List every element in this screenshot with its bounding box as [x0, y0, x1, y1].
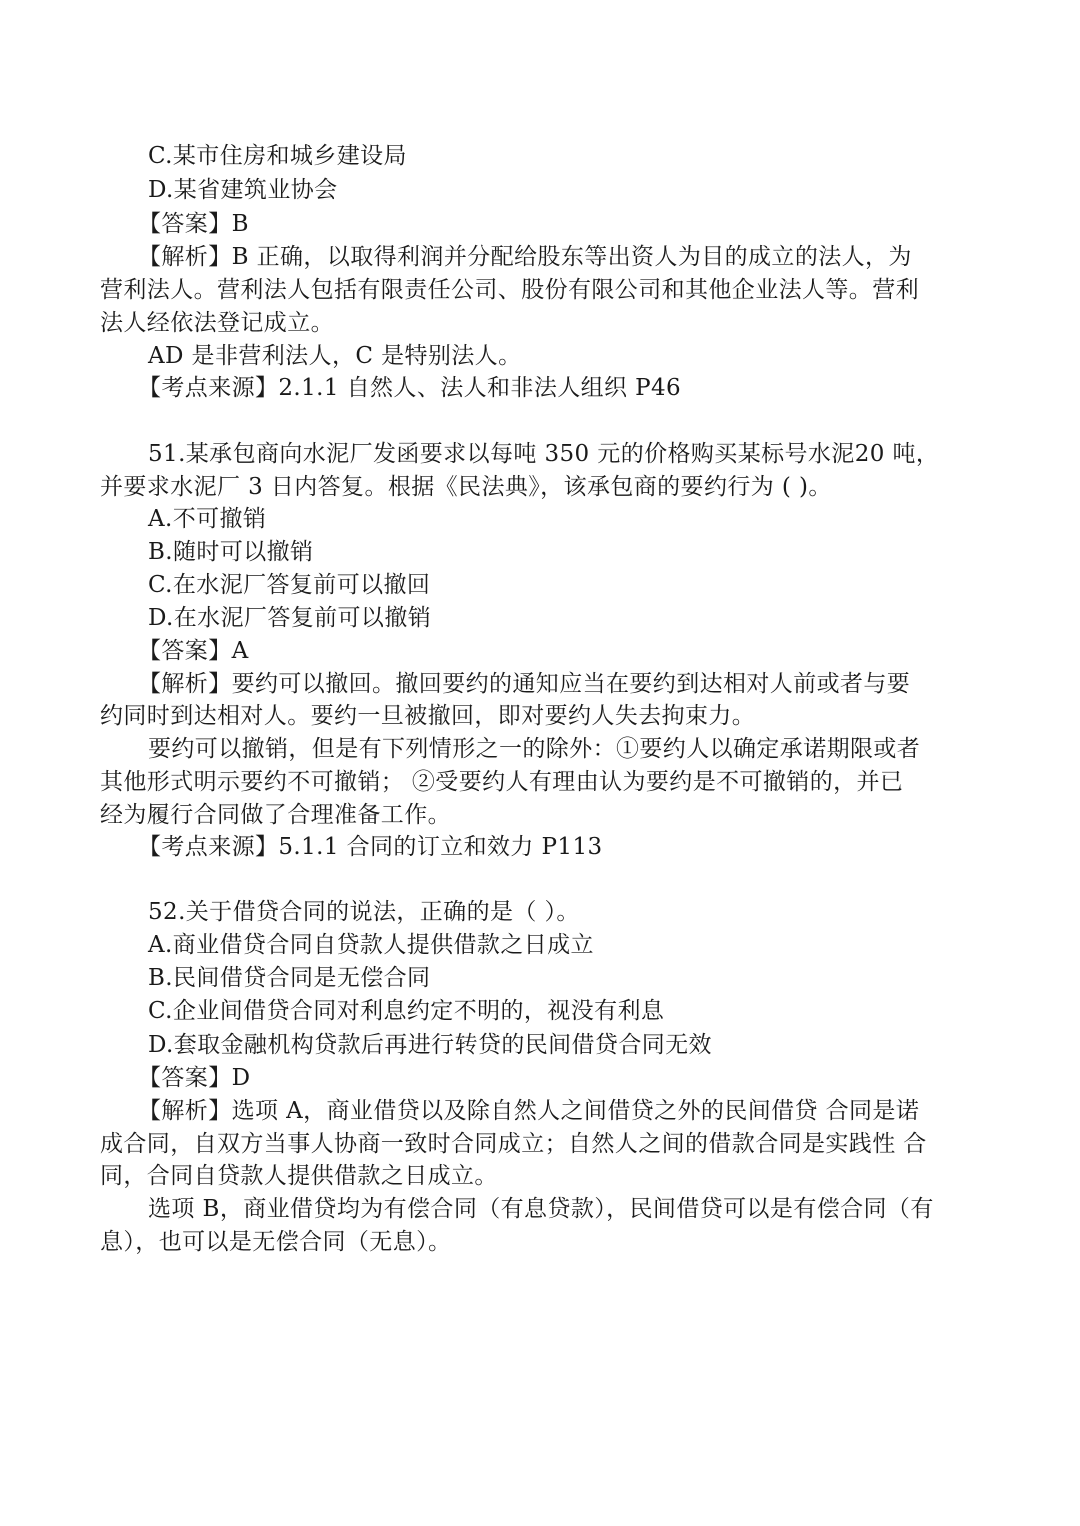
question-52-option-d: D.套取金融机构贷款后再进行转贷的民间借贷合同无效: [148, 1032, 712, 1058]
question-52-stem: 52.关于借贷合同的说法，正确的是（ ）。: [148, 899, 580, 925]
question-51-option-a: A.不可撤销: [148, 506, 267, 532]
analysis-line: 营利法人。营利法人包括有限责任公司、股份有限公司和其他企业法人等。营利: [100, 277, 919, 303]
question-52-analysis: 【解析】选项 A，商业借贷以及除自然人之间借贷之外的民间借贷 合同是诺: [138, 1098, 920, 1124]
answer: 【答案】B: [138, 211, 249, 237]
analysis-line: 【解析】B 正确，以取得利润并分配给股东等出资人为目的成立的法人，为: [138, 244, 912, 270]
question-51-source: 【考点来源】5.1.1 合同的订立和效力 P113: [138, 834, 603, 860]
question-51-option-d: D.在水泥厂答复前可以撤销: [148, 605, 432, 631]
question-51-analysis: 约同时到达相对人。要约一旦被撤回，即对要约人失去拘束力。: [100, 703, 756, 729]
question-51-analysis-note: 经为履行合同做了合理准备工作。: [100, 802, 451, 828]
source: 【考点来源】2.1.1 自然人、法人和非法人组织 P46: [138, 375, 682, 401]
question-51-analysis-note: 其他形式明示要约不可撤销； ②受要约人有理由认为要约是不可撤销的，并已: [100, 769, 904, 795]
analysis-line: 法人经依法登记成立。: [100, 310, 334, 336]
question-51-option-b: B.随时可以撤销: [148, 539, 314, 565]
question-52-analysis: 成合同，自双方当事人协商一致时合同成立；自然人之间的借款合同是实践性 合: [100, 1131, 927, 1157]
question-52-option-a: A.商业借贷合同自贷款人提供借款之日成立: [148, 932, 594, 958]
question-51-option-c: C.在水泥厂答复前可以撤回: [148, 572, 431, 598]
question-52-answer: 【答案】D: [138, 1065, 251, 1091]
analysis-note: AD 是非营利法人，C 是特别法人。: [148, 343, 522, 369]
question-51-stem: 51.某承包商向水泥厂发函要求以每吨 350 元的价格购买某标号水泥20 吨，: [148, 441, 940, 467]
question-51-stem: 并要求水泥厂 3 日内答复。根据《民法典》，该承包商的要约行为 ( )。: [100, 474, 832, 500]
question-51-analysis-note: 要约可以撤销，但是有下列情形之一的除外：①要约人以确定承诺期限或者: [148, 736, 921, 762]
question-52-analysis-note: 息），也可以是无偿合同（无息）。: [100, 1229, 452, 1255]
question-52-analysis: 同，合同自贷款人提供借款之日成立。: [100, 1163, 498, 1189]
question-52-option-b: B.民间借贷合同是无偿合同: [148, 965, 431, 991]
question-51-analysis: 【解析】要约可以撤回。撤回要约的通知应当在要约到达相对人前或者与要: [138, 671, 911, 697]
question-52-analysis-note: 选项 B，商业借贷均为有偿合同（有息贷款），民间借贷可以是有偿合同（有: [148, 1196, 934, 1222]
option-d: D.某省建筑业协会: [148, 177, 338, 203]
question-51-answer: 【答案】A: [138, 638, 249, 664]
question-52-option-c: C.企业间借贷合同对利息约定不明的，视没有利息: [148, 998, 665, 1024]
option-c: C.某市住房和城乡建设局: [148, 143, 407, 169]
